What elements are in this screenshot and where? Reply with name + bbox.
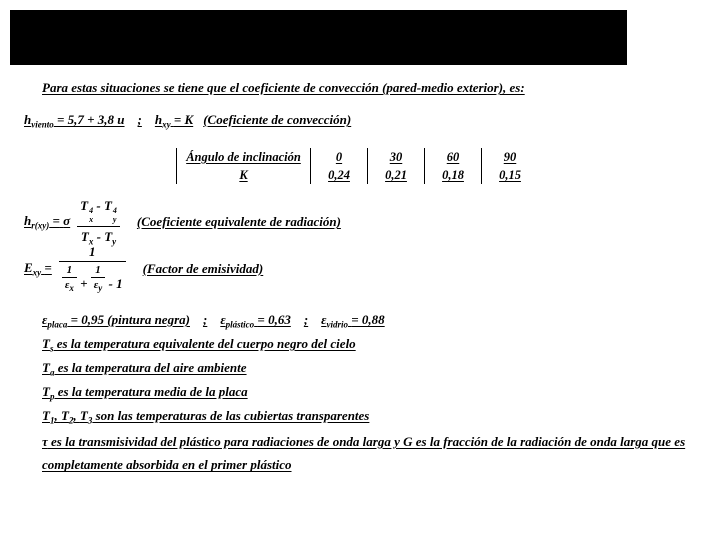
var-T: T [104,228,113,244]
subscript-xy: xy [162,119,171,130]
k-value-cell: 0,24 [328,168,350,182]
one: 1 [95,264,101,276]
table-column-1 [367,148,424,184]
inclination-table [176,148,538,184]
definition-text: es la temperatura del aire ambiente [54,360,247,375]
eps-plastico-value: = 0,63 [257,312,291,327]
definition-text: es la temperatura media de la placa [54,384,248,399]
var-h: h [154,112,163,127]
one: 1 [66,264,73,276]
inverse-eps-y-fraction [91,264,106,293]
tau-symbol: τ [42,434,48,449]
eps-vidrio-value: = 0,88 [351,312,385,327]
subscript-x: x [69,283,74,294]
table-column-3 [481,148,538,184]
definition-text: es la temperatura equivalente del cuerpo negro del cielo [53,336,356,351]
subscript-1: 1 [49,415,55,426]
def-t123-line [42,408,369,426]
semicolon-separator: ; [202,312,208,327]
k-value-cell: 0,15 [499,168,521,182]
k-value-cell: 0,21 [385,168,407,182]
minus-sign: - [108,276,113,291]
subscript-placa: placa [47,319,68,330]
def-tp-line [42,384,248,402]
sigma-symbol: σ [63,213,71,229]
convection-note: (Coeficiente de convección) [203,112,352,127]
definition-text: es la transmisividad del plástico para radiaciones de onda larga y G es la fracción de la radiación de onda larga que es completamente absorbida en el primer plástico [42,434,686,473]
supsub-4y [113,207,117,225]
subscript-2: 2 [68,415,74,426]
def-ta-line [42,360,247,378]
radiation-fraction [77,198,120,246]
convection-rhs-2: = K [173,112,194,127]
eps-y-term [91,277,106,293]
h-viento-term [24,112,125,130]
angle-value-cell: 30 [389,150,403,164]
var-T: T [80,228,89,244]
e-xy-term [24,260,52,278]
h-xy-term [154,112,194,130]
subscript-vidrio: vidrio [326,319,349,330]
one: 1 [116,276,123,291]
epsilon-symbol: ε [42,312,48,327]
comma: , [54,408,61,423]
subscript-plastico: plástico [225,319,255,330]
emissivity-values-line [42,312,385,330]
var-T: T [60,408,69,423]
var-E: E [24,259,33,275]
angle-value-cell: 0 [335,150,343,164]
var-T: T [103,198,112,213]
subscript-rxy: r(xy) [31,220,50,231]
table-label-column [176,148,310,184]
tau-paragraph [42,430,694,477]
subscript-y: y [112,214,117,224]
comma: , [73,408,80,423]
emissivity-denominator [59,261,126,293]
tx4-term [80,198,94,224]
convection-formula [24,112,351,130]
k-value-cell: 0,18 [442,168,464,182]
emissivity-note: (Factor de emisividad) [142,260,264,276]
ty-term [104,228,117,247]
definition-text: son las temperaturas de las cubiertas transparentes [92,408,370,423]
angle-value-cell: 90 [503,150,517,164]
minus-sign: - [96,228,101,244]
table-column-2 [424,148,481,184]
emissivity-formula [24,244,263,293]
semicolon-separator: ; [137,112,142,127]
minus-sign: - [96,198,101,213]
equals-sign: = [52,213,60,229]
subscript-a: a [49,367,55,378]
epsilon-symbol: ε [64,279,70,291]
intro-paragraph: Para estas situaciones se tiene que el coeficiente de convección (pared-medio exterior), es: [42,80,525,95]
var-T: T [42,336,50,351]
var-T: T [42,384,50,399]
var-T: T [42,408,50,423]
eps-plastico-term [220,312,291,330]
var-T: T [80,198,89,213]
eps-vidrio-term [321,312,385,330]
radiation-formula [24,198,341,246]
var-T: T [79,408,88,423]
emissivity-fraction [59,244,126,293]
def-ts-line [42,336,356,354]
subscript-s: s [49,343,54,354]
radiation-numerator [77,198,120,226]
plus-sign: + [80,276,88,291]
subscript-3: 3 [87,415,93,426]
subscript-y: y [98,283,103,294]
eps-x-term [62,277,77,293]
superscript-4: 4 [112,206,117,215]
angle-label-cell: Ángulo de inclinación [186,150,301,164]
var-h: h [24,213,32,229]
semicolon-separator: ; [303,312,309,327]
var-h: h [24,112,32,127]
ty4-term [103,198,117,224]
subscript-y: y [112,236,117,247]
epsilon-symbol: ε [321,312,327,327]
h-rxy-term [24,213,70,231]
radiation-note: (Coeficiente equivalente de radiación) [136,214,341,230]
table-column-0 [310,148,367,184]
equals-sign: = [44,259,52,275]
subscript-viento: viento [31,119,54,130]
eps-placa-term [42,312,190,330]
subscript-p: p [49,391,55,402]
subscript-xy: xy [32,267,42,278]
title-banner [10,10,627,65]
emissivity-numerator: 1 [88,244,96,259]
var-T: T [42,360,50,375]
tx-term [80,228,94,247]
angle-value-cell: 60 [446,150,460,164]
convection-rhs-1: = 5,7 + 3,8 u [56,112,125,127]
superscript-4: 4 [89,206,94,215]
subscript-x: x [89,214,94,224]
inverse-eps-x-fraction [62,264,77,293]
k-label-cell: K [239,168,248,182]
epsilon-symbol: ε [93,279,99,291]
subscript-x: x [88,236,94,247]
epsilon-symbol: ε [220,312,226,327]
eps-placa-value: = 0,95 (pintura negra) [70,312,190,327]
supsub-4x [89,207,93,225]
